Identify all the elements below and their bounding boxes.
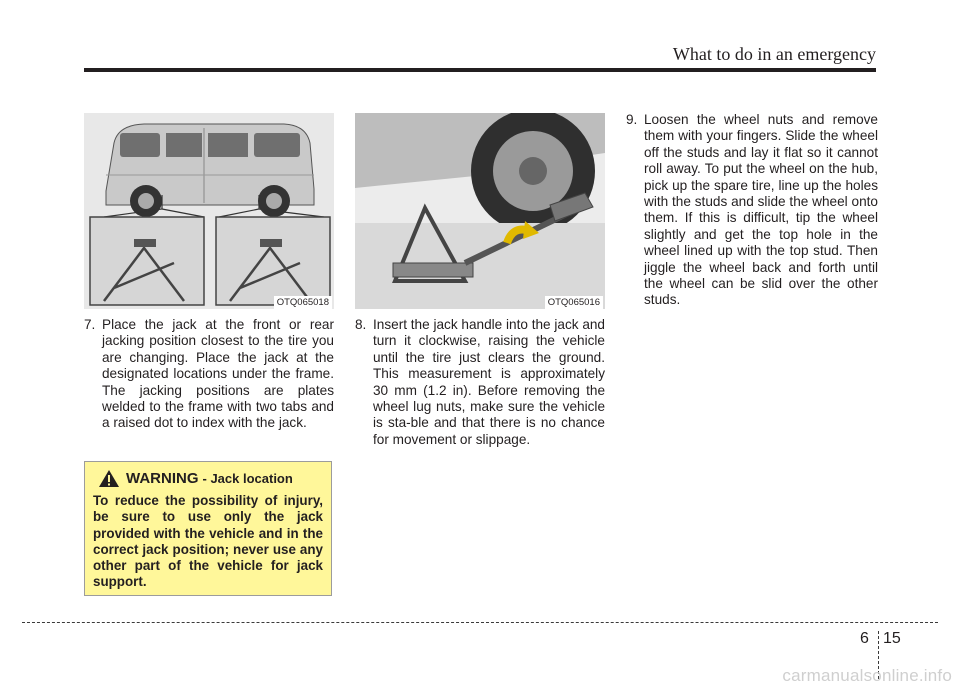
page-number: 15 xyxy=(883,630,901,647)
header-rule xyxy=(84,68,876,72)
figure-jack-handle xyxy=(355,113,605,309)
step-text: Loosen the wheel nuts and remove them with your fingers. Slide the wheel off the studs and lay it flat so it cannot roll away. To put the wheel on the hub, pick up the spare tire, line up the holes with the studs and slide the wheel onto them. If this is difficult, tip the wheel slightly and get the top hole in the wheel lined up with the top stud. Then jiggle the wheel back and forth until the wheel can be slid over the other studs. xyxy=(644,112,878,308)
step-7 xyxy=(84,317,334,432)
footer-rule xyxy=(22,622,938,623)
warning-box xyxy=(84,461,332,596)
figure-jack-positions xyxy=(84,113,334,309)
figure-caption: OTQ065018 xyxy=(274,296,332,309)
chapter-number: 6 xyxy=(860,630,869,647)
step-text: Insert the jack handle into the jack and turn it clockwise, raising the vehicle until the tire just clears the ground. This measurement is approximately 30 mm (1.2 in). Before removing the wheel lug nuts, make sure the vehicle is sta-ble and that there is no chance for movement or slippage. xyxy=(373,317,605,447)
step-number: 9. xyxy=(626,112,638,127)
warning-triangle-icon xyxy=(98,469,120,488)
step-8 xyxy=(355,317,605,448)
warning-heading: WARNING xyxy=(126,470,199,487)
van-jack-illustration xyxy=(84,113,334,309)
warning-subheading: - Jack location xyxy=(202,471,293,486)
step-number: 7. xyxy=(84,317,96,332)
warning-header xyxy=(98,469,323,488)
jack-wheel-illustration xyxy=(355,113,605,309)
step-number: 8. xyxy=(355,317,367,332)
step-text: Place the jack at the front or rear jacking position closest to the tire you are changing. Place the jack at the designated locations under the frame. The jacking positions are plates welded to the frame with two tabs and a raised dot to index with the jack. xyxy=(102,317,334,431)
step-9 xyxy=(626,112,878,309)
figure-caption: OTQ065016 xyxy=(545,296,603,309)
warning-body: To reduce the possibility of injury, be sure to use only the jack provided with the vehicle and in the correct jack position; never use any other part of the vehicle for jack support. xyxy=(93,493,323,590)
section-title: What to do in an emergency xyxy=(672,44,876,64)
watermark: carmanualsonline.info xyxy=(782,666,952,685)
